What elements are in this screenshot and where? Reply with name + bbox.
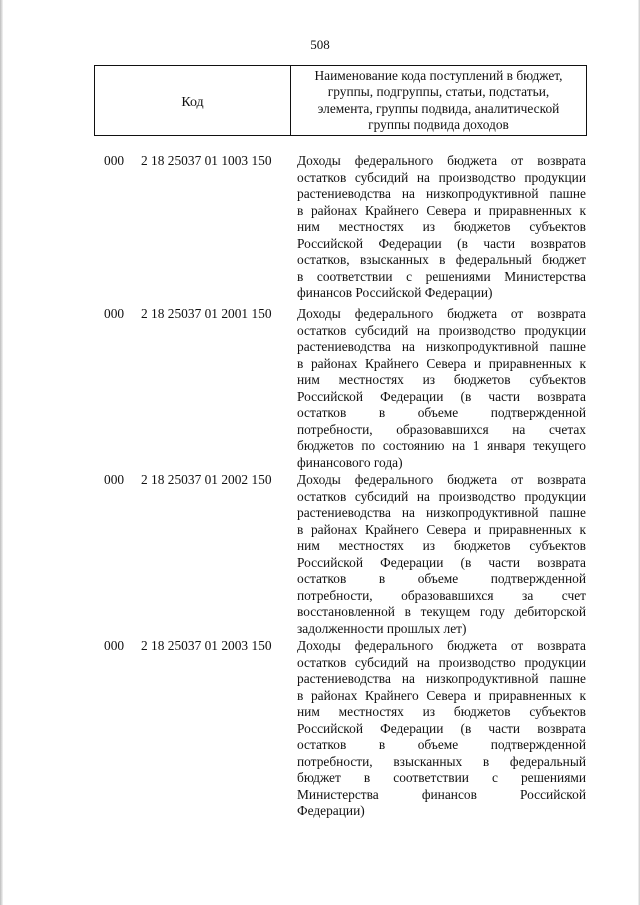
description-line: остатков субсидий на производство продукции: [297, 169, 586, 185]
description-line: остатков в объеме подтвержденной: [297, 571, 586, 586]
description-line: потребности, взысканных в федеральный: [297, 753, 586, 769]
revenue-code: 2 18 25037 01 2002 150: [141, 472, 272, 487]
description-line: Российской Федерации (в части возврата: [297, 388, 586, 404]
description-line: Доходы федерального бюджета от возврата: [297, 306, 586, 321]
description-line: остатков в объеме подтвержденной: [297, 405, 586, 420]
description-line: остатков субсидий на производство продукции: [297, 488, 586, 504]
description-line: остатков субсидий на производство продукции: [297, 654, 586, 670]
admin-code: 000: [104, 306, 125, 321]
description-line: потребности, образовавшихся на счетах: [297, 421, 586, 437]
table-header: [94, 65, 587, 136]
description-line: растениеводства на низкопродуктивной пашне: [297, 671, 586, 686]
admin-code: 000: [104, 472, 125, 487]
description-line: остатков, взысканных в федеральный бюджет: [297, 252, 586, 267]
description-line: остатков в объеме подтвержденной: [297, 737, 586, 752]
description-line: в соответствии с решениями Министерства: [297, 268, 586, 284]
header-name-label: Наименование кода поступлений в бюджет, группы, подгруппы, статьи, подстатьи, элемента, группы подвида, аналитической группы подвида доходов: [314, 67, 563, 132]
description-line: Министерства финансов Российской: [297, 786, 586, 802]
description-line: Российской Федерации (в части возврата: [297, 554, 586, 570]
revenue-description: [297, 472, 586, 637]
description-line: Доходы федерального бюджета от возврата: [297, 638, 586, 653]
description-line: растениеводства на низкопродуктивной пашне: [297, 505, 586, 520]
description-line: финансового года): [297, 454, 403, 470]
description-line: ним местностях из бюджетов субъектов: [297, 219, 586, 234]
description-line: в районах Крайнего Севера и приравненных к: [297, 687, 586, 703]
description-line: растениеводства на низкопродуктивной пашне: [297, 339, 586, 354]
description-line: ним местностях из бюджетов субъектов: [297, 372, 586, 387]
description-line: восстановленной в текущем году дебиторской: [297, 604, 586, 619]
description-line: ним местностях из бюджетов субъектов: [297, 538, 586, 553]
description-line: Российской Федерации (в части возвратов: [297, 235, 586, 251]
description-line: в районах Крайнего Севера и приравненных к: [297, 202, 586, 218]
description-line: потребности, образовавшихся за счет: [297, 587, 586, 603]
description-line: финансов Российской Федерации): [297, 285, 493, 300]
description-line: в районах Крайнего Севера и приравненных к: [297, 355, 586, 371]
description-line: остатков субсидий на производство продукции: [297, 322, 586, 338]
description-line: Федерации): [297, 803, 365, 818]
scan-edge-left: [0, 0, 3, 905]
description-line: бюджетов по состоянию на 1 января текущего: [297, 438, 586, 453]
header-code-label: Код: [95, 66, 291, 135]
revenue-code: 2 18 25037 01 2003 150: [141, 638, 272, 653]
page-number: 508: [310, 37, 330, 52]
admin-code: 000: [104, 153, 125, 168]
description-line: ним местностях из бюджетов субъектов: [297, 704, 586, 719]
revenue-description: [297, 638, 586, 820]
revenue-code: 2 18 25037 01 1003 150: [141, 153, 272, 168]
description-line: Доходы федерального бюджета от возврата: [297, 153, 586, 168]
description-line: Российской Федерации (в части возврата: [297, 720, 586, 736]
revenue-description: [297, 153, 586, 302]
description-line: растениеводства на низкопродуктивной пашне: [297, 186, 586, 201]
revenue-description: [297, 306, 586, 471]
description-line: задолженности прошлых лет): [297, 620, 467, 636]
description-line: бюджет в соответствии с решениями: [297, 770, 586, 785]
description-line: в районах Крайнего Севера и приравненных к: [297, 521, 586, 537]
description-line: Доходы федерального бюджета от возврата: [297, 472, 586, 487]
admin-code: 000: [104, 638, 125, 653]
revenue-code: 2 18 25037 01 2001 150: [141, 306, 272, 321]
